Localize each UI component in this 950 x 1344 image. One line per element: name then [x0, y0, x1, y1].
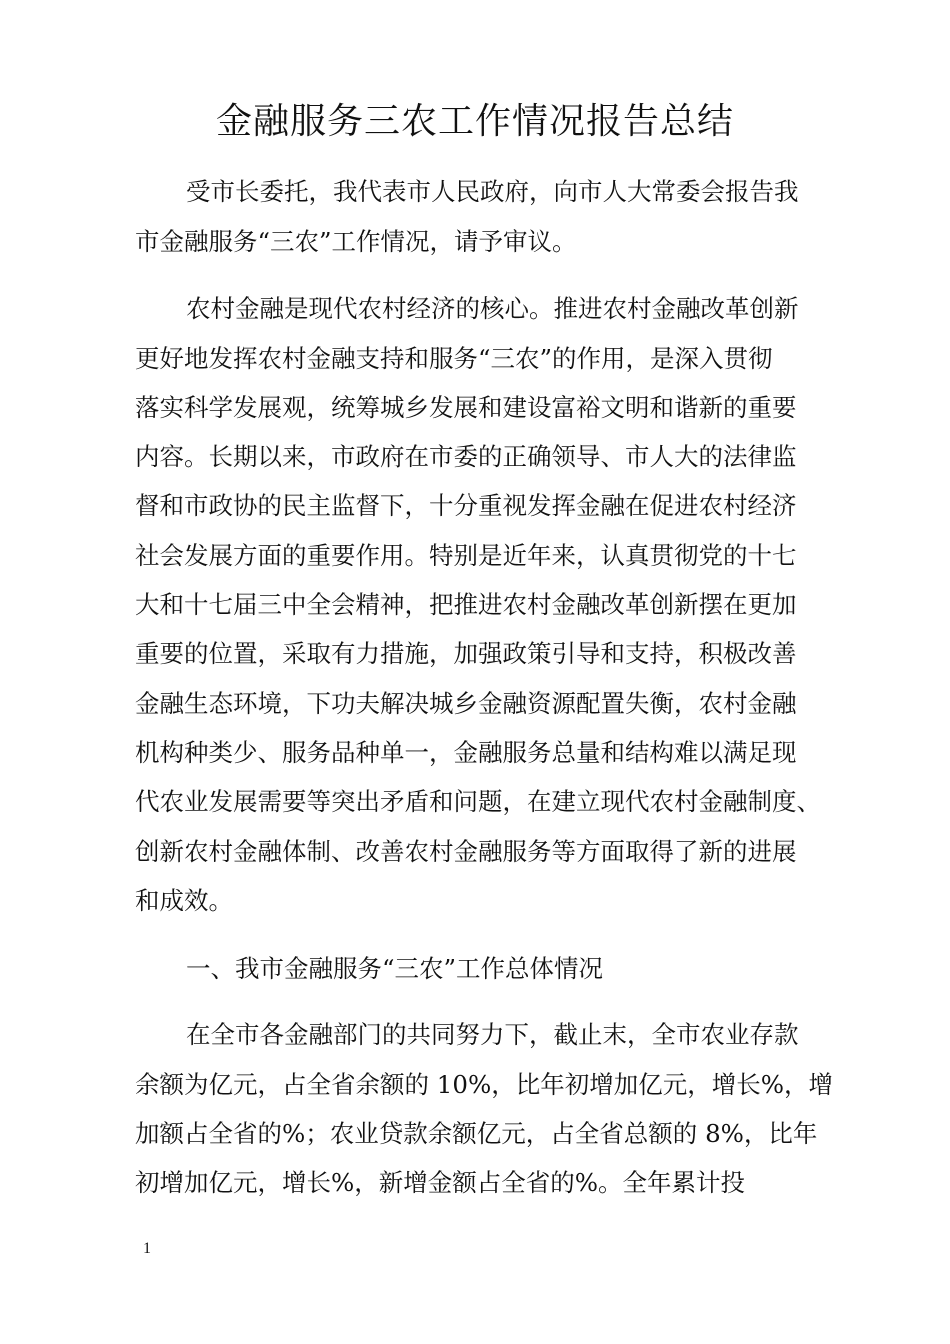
document-title: 金融服务三农工作情况报告总结: [215, 101, 734, 142]
paragraph-line: 重要的位置，采取有力措施，加强政策引导和支持，积极改善: [135, 639, 797, 668]
paragraph-line: 受市长委托，我代表市人民政府，向市人大常委会报告我: [186, 177, 799, 206]
paragraph-line: 和成效。: [135, 886, 233, 915]
paragraph-line: 内容。长期以来，市政府在市委的正确领导、市人大的法律监: [135, 442, 797, 471]
paragraph-line: 创新农村金融体制、改善农村金融服务等方面取得了新的进展: [135, 837, 797, 866]
page-number: 1: [143, 1240, 151, 1257]
paragraph-line: 金融生态环境，下功夫解决城乡金融资源配置失衡，农村金融: [135, 689, 797, 718]
paragraph-line: 大和十七届三中全会精神，把推进农村金融改革创新摆在更加: [135, 590, 797, 619]
paragraph-line: 初增加亿元，增长%，新增金额占全省的%。全年累计投: [135, 1168, 746, 1197]
paragraph-line: 余额为亿元，占全省余额的 10%，比年初增加亿元，增长%，增: [135, 1070, 834, 1099]
paragraph-line: 农村金融是现代农村经济的核心。推进农村金融改革创新: [186, 294, 799, 323]
paragraph-line: 落实科学发展观，统筹城乡发展和建设富裕文明和谐新的重要: [135, 393, 797, 422]
paragraph-line: 加额占全省的%；农业贷款余额亿元，占全省总额的 8%，比年: [135, 1119, 818, 1148]
section-heading: 一、我市金融服务“三农”工作总体情况: [186, 954, 604, 983]
paragraph-line: 督和市政协的民主监督下，十分重视发挥金融在促进农村经济: [135, 491, 797, 520]
paragraph-line: 市金融服务“三农”工作情况，请予审议。: [135, 227, 577, 256]
paragraph-line: 机构种类少、服务品种单一，金融服务总量和结构难以满足现: [135, 738, 797, 767]
paragraph-line: 更好地发挥农村金融支持和服务“三农”的作用，是深入贯彻: [135, 344, 773, 373]
paragraph-line: 在全市各金融部门的共同努力下，截止末，全市农业存款: [186, 1020, 799, 1049]
paragraph-line: 社会发展方面的重要作用。特别是近年来，认真贯彻党的十七: [135, 541, 797, 570]
paragraph-line: 代农业发展需要等突出矛盾和问题，在建立现代农村金融制度、: [135, 787, 821, 816]
